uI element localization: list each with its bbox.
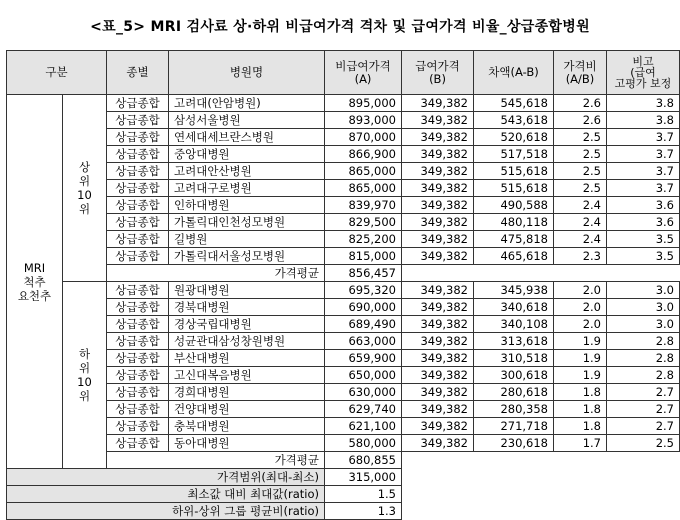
hospital-type: 상급종합 [107, 418, 169, 435]
hospital-name: 중앙대병원 [169, 146, 325, 163]
table-row [7, 418, 680, 435]
hospital-name: 고신대복음병원 [169, 367, 325, 384]
hospital-type: 상급종합 [107, 95, 169, 112]
summary-value: 1.5 [325, 486, 402, 503]
hospital-type: 상급종합 [107, 197, 169, 214]
header-row [7, 51, 680, 95]
table-row [7, 435, 680, 452]
empty-cell [402, 469, 680, 486]
pay-price: 349,382 [402, 401, 474, 418]
hospital-name: 삼성서울병원 [169, 112, 325, 129]
summary-value: 315,000 [325, 469, 402, 486]
nonpay-price: 839,970 [325, 197, 402, 214]
price-ratio: 2.3 [554, 248, 607, 265]
hospital-name: 경상국립대병원 [169, 316, 325, 333]
summary-row [7, 503, 680, 520]
note-value: 2.7 [607, 401, 680, 418]
hospital-name: 가톨릭대인천성모병원 [169, 214, 325, 231]
empty-cell [402, 452, 680, 469]
price-diff: 545,618 [474, 95, 554, 112]
price-diff: 271,718 [474, 418, 554, 435]
nonpay-price: 829,500 [325, 214, 402, 231]
average-row [7, 452, 680, 469]
nonpay-price: 580,000 [325, 435, 402, 452]
price-ratio: 1.9 [554, 350, 607, 367]
bottom_group-label: 하 위 10 위 [63, 282, 107, 469]
hospital-name: 원광대병원 [169, 282, 325, 299]
price-ratio: 2.4 [554, 197, 607, 214]
table-row [7, 180, 680, 197]
pay-price: 349,382 [402, 129, 474, 146]
pay-price: 349,382 [402, 418, 474, 435]
note-value: 3.7 [607, 163, 680, 180]
price-ratio: 2.0 [554, 316, 607, 333]
price-ratio: 2.0 [554, 299, 607, 316]
price-diff: 520,618 [474, 129, 554, 146]
nonpay-price: 893,000 [325, 112, 402, 129]
price-diff: 340,108 [474, 316, 554, 333]
nonpay-price: 815,000 [325, 248, 402, 265]
pay-price: 349,382 [402, 231, 474, 248]
pay-price: 349,382 [402, 197, 474, 214]
price-ratio: 2.5 [554, 180, 607, 197]
nonpay-price: 870,000 [325, 129, 402, 146]
note-value: 2.8 [607, 333, 680, 350]
note-value: 3.8 [607, 112, 680, 129]
note-value: 2.8 [607, 350, 680, 367]
hospital-type: 상급종합 [107, 435, 169, 452]
price-ratio: 2.4 [554, 231, 607, 248]
hospital-type: 상급종합 [107, 214, 169, 231]
note-value: 2.5 [607, 435, 680, 452]
hospital-type: 상급종합 [107, 146, 169, 163]
hospital-type: 상급종합 [107, 384, 169, 401]
table-row [7, 384, 680, 401]
hospital-type: 상급종합 [107, 333, 169, 350]
header-category: 구분 [7, 51, 107, 95]
pay-price: 349,382 [402, 350, 474, 367]
hospital-name: 고려대(안암병원) [169, 95, 325, 112]
top_group-label: 상 위 10 위 [63, 95, 107, 282]
note-value: 3.0 [607, 299, 680, 316]
price-diff: 340,618 [474, 299, 554, 316]
pay-price: 349,382 [402, 163, 474, 180]
pay-price: 349,382 [402, 95, 474, 112]
table-row [7, 401, 680, 418]
price-diff: 517,518 [474, 146, 554, 163]
price-diff: 345,938 [474, 282, 554, 299]
price-table [6, 50, 680, 520]
hospital-type: 상급종합 [107, 367, 169, 384]
empty-cell [402, 503, 680, 520]
pay-price: 349,382 [402, 214, 474, 231]
hospital-name: 고려대구로병원 [169, 180, 325, 197]
hospital-type: 상급종합 [107, 299, 169, 316]
nonpay-price: 663,000 [325, 333, 402, 350]
note-value: 3.0 [607, 282, 680, 299]
table-row [7, 214, 680, 231]
price-ratio: 1.9 [554, 367, 607, 384]
hospital-name: 부산대병원 [169, 350, 325, 367]
nonpay-price: 695,320 [325, 282, 402, 299]
nonpay-price: 650,000 [325, 367, 402, 384]
note-value: 3.0 [607, 316, 680, 333]
price-ratio: 2.5 [554, 163, 607, 180]
price-diff: 465,618 [474, 248, 554, 265]
table-row [7, 282, 680, 299]
note-value: 3.7 [607, 129, 680, 146]
nonpay-price: 621,100 [325, 418, 402, 435]
hospital-type: 상급종합 [107, 316, 169, 333]
nonpay-price: 895,000 [325, 95, 402, 112]
summary-label: 하위-상위 그룹 평균비(ratio) [7, 503, 325, 520]
price-diff: 230,618 [474, 435, 554, 452]
price-ratio: 2.5 [554, 146, 607, 163]
price-diff: 490,588 [474, 197, 554, 214]
hospital-type: 상급종합 [107, 350, 169, 367]
table-row [7, 367, 680, 384]
average-label: 가격평균 [107, 452, 325, 469]
nonpay-price: 659,900 [325, 350, 402, 367]
price-diff: 300,618 [474, 367, 554, 384]
price-diff: 480,118 [474, 214, 554, 231]
table-row [7, 129, 680, 146]
price-ratio: 1.9 [554, 333, 607, 350]
nonpay-price: 865,000 [325, 163, 402, 180]
table-row [7, 316, 680, 333]
price-ratio: 2.6 [554, 112, 607, 129]
price-diff: 313,618 [474, 333, 554, 350]
header-diff: 차액(A-B) [474, 51, 554, 95]
table-row [7, 231, 680, 248]
note-value: 3.5 [607, 231, 680, 248]
note-value: 3.7 [607, 146, 680, 163]
note-value: 3.7 [607, 180, 680, 197]
price-diff: 280,358 [474, 401, 554, 418]
pay-price: 349,382 [402, 435, 474, 452]
average-value: 680,855 [325, 452, 402, 469]
table-row [7, 95, 680, 112]
summary-value: 1.3 [325, 503, 402, 520]
pay-price: 349,382 [402, 384, 474, 401]
table-row [7, 197, 680, 214]
table-row [7, 350, 680, 367]
pay-price: 349,382 [402, 299, 474, 316]
nonpay-price: 689,490 [325, 316, 402, 333]
hospital-name: 경북대병원 [169, 299, 325, 316]
note-value: 2.7 [607, 384, 680, 401]
average-value: 856,457 [325, 265, 402, 282]
pay-price: 349,382 [402, 333, 474, 350]
price-ratio: 1.8 [554, 384, 607, 401]
header-nonpay: 비급여가격 (A) [325, 51, 402, 95]
pay-price: 349,382 [402, 282, 474, 299]
hospital-type: 상급종합 [107, 129, 169, 146]
nonpay-price: 865,000 [325, 180, 402, 197]
hospital-type: 상급종합 [107, 401, 169, 418]
nonpay-price: 629,740 [325, 401, 402, 418]
summary-row [7, 469, 680, 486]
price-ratio: 2.5 [554, 129, 607, 146]
pay-price: 349,382 [402, 180, 474, 197]
summary-label: 최소값 대비 최대값(ratio) [7, 486, 325, 503]
price-ratio: 2.0 [554, 282, 607, 299]
nonpay-price: 825,200 [325, 231, 402, 248]
price-diff: 543,618 [474, 112, 554, 129]
hospital-type: 상급종합 [107, 248, 169, 265]
average-row [7, 265, 680, 282]
pay-price: 349,382 [402, 367, 474, 384]
price-diff: 475,818 [474, 231, 554, 248]
pay-price: 349,382 [402, 146, 474, 163]
hospital-type: 상급종합 [107, 231, 169, 248]
header-ratio: 가격비 (A/B) [554, 51, 607, 95]
hospital-name: 가톨릭대서울성모병원 [169, 248, 325, 265]
average-label: 가격평균 [107, 265, 325, 282]
hospital-name: 충북대병원 [169, 418, 325, 435]
category-label: MRI 척추 요천추 [7, 95, 63, 469]
table-row [7, 299, 680, 316]
hospital-name: 고려대안산병원 [169, 163, 325, 180]
hospital-name: 건양대병원 [169, 401, 325, 418]
table-title: <표_5> MRI 검사료 상·하위 비급여가격 격차 및 급여가격 비율_상급종합병원 [90, 19, 590, 35]
hospital-name: 연세대세브란스병원 [169, 129, 325, 146]
nonpay-price: 866,900 [325, 146, 402, 163]
price-ratio: 2.4 [554, 214, 607, 231]
price-ratio: 1.7 [554, 435, 607, 452]
pay-price: 349,382 [402, 316, 474, 333]
table-row [7, 112, 680, 129]
header-hospital: 병원명 [169, 51, 325, 95]
hospital-name: 길병원 [169, 231, 325, 248]
hospital-name: 성균관대삼성창원병원 [169, 333, 325, 350]
price-ratio: 1.8 [554, 418, 607, 435]
header-pay: 급여가격 (B) [402, 51, 474, 95]
summary-label: 가격범위(최대-최소) [7, 469, 325, 486]
summary-row [7, 486, 680, 503]
hospital-name: 경희대병원 [169, 384, 325, 401]
hospital-type: 상급종합 [107, 163, 169, 180]
hospital-name: 동아대병원 [169, 435, 325, 452]
empty-cell [402, 265, 680, 282]
hospital-type: 상급종합 [107, 112, 169, 129]
table-row [7, 146, 680, 163]
price-diff: 515,618 [474, 180, 554, 197]
hospital-type: 상급종합 [107, 282, 169, 299]
note-value: 3.8 [607, 95, 680, 112]
price-ratio: 2.6 [554, 95, 607, 112]
note-value: 3.6 [607, 214, 680, 231]
table-row [7, 248, 680, 265]
nonpay-price: 630,000 [325, 384, 402, 401]
hospital-name: 인하대병원 [169, 197, 325, 214]
header-type: 종별 [107, 51, 169, 95]
price-ratio: 1.8 [554, 401, 607, 418]
nonpay-price: 690,000 [325, 299, 402, 316]
note-value: 2.8 [607, 367, 680, 384]
hospital-type: 상급종합 [107, 180, 169, 197]
price-diff: 310,518 [474, 350, 554, 367]
pay-price: 349,382 [402, 248, 474, 265]
note-value: 2.7 [607, 418, 680, 435]
table-row [7, 333, 680, 350]
price-diff: 515,618 [474, 163, 554, 180]
table-row [7, 163, 680, 180]
note-value: 3.6 [607, 197, 680, 214]
pay-price: 349,382 [402, 112, 474, 129]
empty-cell [402, 486, 680, 503]
note-value: 3.5 [607, 248, 680, 265]
header-note: 비고 (급여 고평가 보정 [607, 51, 680, 95]
price-diff: 280,618 [474, 384, 554, 401]
